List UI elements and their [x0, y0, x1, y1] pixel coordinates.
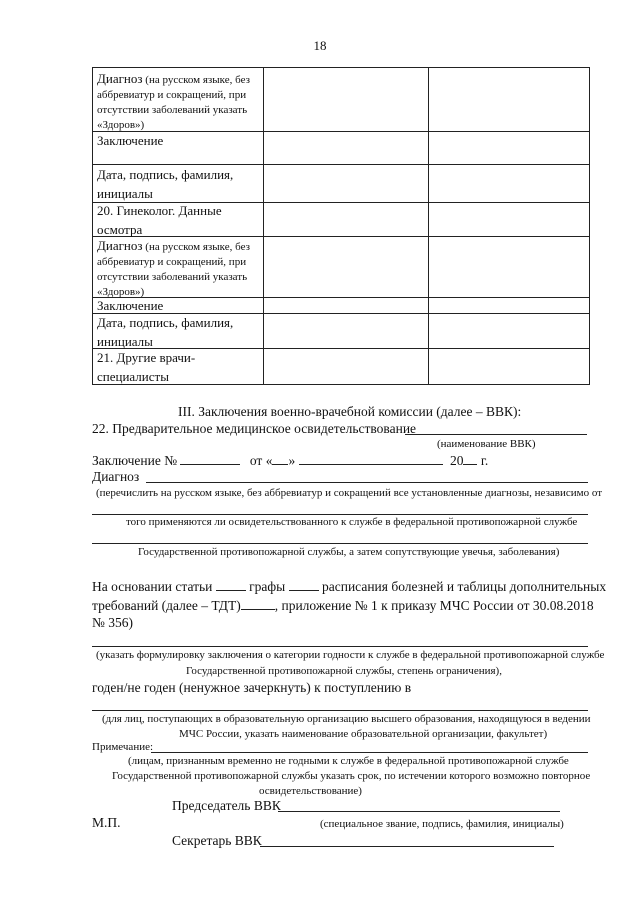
secretary-label: Секретарь ВВК: [172, 833, 262, 848]
conclusion-number-label: Заключение №: [92, 453, 178, 468]
basis-schedule-label: расписания болезней и таблицы дополнительных: [322, 579, 607, 594]
diagnosis-line-3: [92, 543, 588, 544]
secretary-signature-line: [260, 846, 554, 847]
section-title: III. Заключения военно-врачебной комиссии (далее – ВВК):: [178, 404, 522, 419]
article-blank: [216, 578, 246, 591]
row-note: (на русском языке, без аббревиатур и сокращений, при отсутствии заболеваний указать «Здоров»): [97, 74, 250, 131]
row-note: (на русском языке, без аббревиатур и сокращений, при отсутствии заболеваний указать «Здоров»): [97, 241, 250, 298]
note-hint-2: Государственной противопожарной службы указать срок, по истечении которого возможно повторное: [112, 770, 591, 782]
year-suffix: г.: [480, 453, 489, 468]
basis-order-number: № 356): [92, 615, 134, 630]
table-row-signature: Дата, подпись, фамилия, инициалы: [97, 315, 234, 349]
vvk-name-line: [405, 434, 587, 435]
basis-line-1: [92, 578, 606, 595]
conclusion-number-row: [92, 452, 488, 469]
table-row-other-specialists: 21. Другие врачи-специалисты: [97, 350, 196, 384]
stamp-label: М.П.: [92, 815, 121, 830]
education-line: [92, 710, 588, 711]
diagnosis-line: [146, 482, 588, 483]
basis-appendix-label: , приложение № 1 к приказу МЧС России от 30.08.2018: [274, 598, 594, 613]
diagnosis-hint-3: Государственной противопожарной службы, а затем сопутствующие увечья, заболевания): [138, 546, 560, 558]
year-prefix: 20: [449, 453, 464, 468]
chairman-signature-line: [278, 811, 560, 812]
year-blank: [463, 452, 477, 465]
formulation-hint-2: Государственной противопожарной службы, степень ограничения),: [186, 665, 502, 677]
row-label: Диагноз: [97, 71, 143, 86]
formulation-line: [92, 646, 588, 647]
table-row-diagnosis: [97, 71, 261, 133]
conclusion-number-blank: [180, 452, 240, 465]
item-22-label: 22. Предварительное медицинское освидетельствование: [92, 421, 417, 436]
column-blank: [289, 578, 319, 591]
page-number: 18: [313, 38, 327, 53]
table-row-signature: Дата, подпись, фамилия, инициалы: [97, 167, 234, 201]
table-row-conclusion: Заключение: [97, 298, 164, 313]
basis-line-2: [92, 597, 594, 614]
note-line: [151, 752, 588, 753]
note-hint-3: освидетельствование): [259, 785, 362, 797]
diagnosis-hint: (перечислить на русском языке, без аббревиатур и сокращений все установленные диагнозы, независимо от: [96, 487, 603, 499]
formulation-hint: (указать формулировку заключения о категории годности к службе в федеральной противопожарной службе: [96, 649, 605, 661]
diagnosis-line-2: [92, 514, 588, 515]
column-divider: [263, 68, 264, 384]
basis-column-label: графы: [249, 579, 286, 594]
column-divider: [428, 68, 429, 384]
table-row-gynecologist: 20. Гинеколог. Данные осмотра: [97, 203, 222, 237]
table-row-conclusion: Заключение: [97, 133, 164, 148]
quote-close: »: [288, 453, 296, 468]
table-row-diagnosis: [97, 238, 261, 300]
row-label: Диагноз: [97, 238, 143, 253]
education-hint-2: МЧС России, указать наименование образовательной организации, факультет): [179, 728, 548, 740]
basis-article-label: На основании статьи: [92, 579, 213, 594]
signature-hint: (специальное звание, подпись, фамилия, инициалы): [320, 818, 564, 830]
month-blank: [299, 452, 443, 465]
tdt-blank: [241, 597, 275, 610]
exam-table: [92, 67, 590, 385]
fitness-statement: годен/не годен (ненужное зачеркнуть) к поступлению в: [92, 680, 412, 695]
vvk-name-hint: (наименование ВВК): [437, 438, 536, 450]
day-blank: [272, 452, 288, 465]
date-from-label: от «: [249, 453, 273, 468]
education-hint: (для лиц, поступающих в образовательную организацию высшего образования, находящуюся в ведении: [102, 713, 591, 725]
chairman-label: Председатель ВВК: [172, 798, 281, 813]
diagnosis-label: Диагноз: [92, 469, 140, 484]
diagnosis-hint-2: того применяются ли освидетельствованного к службе в федеральной противопожарной службе: [126, 516, 578, 528]
note-label: Примечание:: [92, 741, 154, 753]
basis-tdt-label: требований (далее – ТДТ): [92, 598, 241, 613]
note-hint: (лицам, признанным временно не годными к службе в федеральной противопожарной службе: [128, 755, 569, 767]
